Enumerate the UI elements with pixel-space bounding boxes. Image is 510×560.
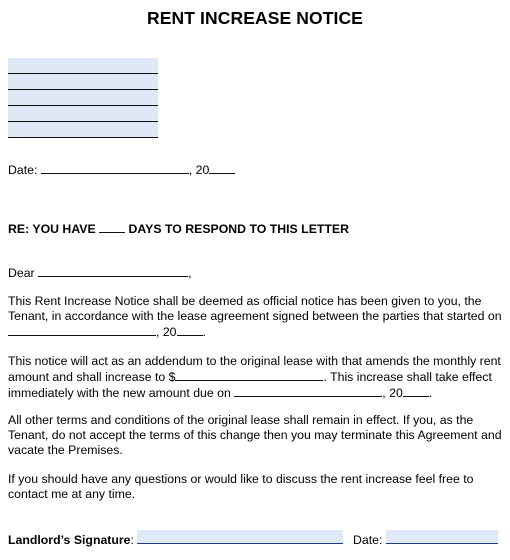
paragraph-3: All other terms and conditions of the original lease shall remain in effect. If you, as the Tenant, do not accept the terms of this change then you may terminate this Agreement and vacate the Premises. [8, 413, 502, 458]
days-field[interactable] [99, 221, 125, 233]
rent-amount-field[interactable] [175, 369, 323, 381]
address-block [8, 58, 158, 138]
document-title: RENT INCREASE NOTICE [147, 8, 363, 28]
signature-date-label: Date: [353, 533, 383, 547]
paragraph-1-text: This Rent Increase Notice shall be deemed as official notice has been given to you, the Tenant, in accordance with the lease agreement signed between the parties that started on [8, 294, 502, 324]
dear-comma: , [188, 266, 192, 280]
signature-date-row [353, 530, 508, 548]
re-line [8, 221, 504, 237]
date-year-prefix: , 20 [188, 163, 210, 177]
dear-label: Dear [8, 266, 35, 280]
lease-start-year-field[interactable] [177, 324, 203, 336]
date-year-field[interactable] [209, 162, 235, 174]
re-prefix: RE: YOU HAVE [8, 222, 96, 236]
paragraph-2 [8, 354, 504, 402]
paragraph-2-year-prefix: , 20 [382, 386, 403, 401]
lease-start-date-field[interactable] [8, 324, 156, 336]
paragraph-1-year-prefix: , 20 [156, 325, 177, 340]
signature-date-field[interactable] [386, 530, 498, 544]
address-field-2[interactable] [8, 74, 158, 90]
address-field-1[interactable] [8, 58, 158, 74]
dear-row [8, 265, 504, 281]
signature-label: Landlord’s Signature [8, 533, 131, 547]
address-field-4[interactable] [8, 106, 158, 122]
tenant-name-field[interactable] [38, 265, 188, 277]
date-label: Date: [8, 163, 38, 177]
date-field[interactable] [41, 162, 189, 174]
landlord-signature-field[interactable] [137, 530, 343, 544]
due-year-field[interactable] [403, 385, 429, 397]
paragraph-2-text-b: . This increase shall take effect immediately with the new amount due on [8, 370, 492, 401]
paragraph-2-text-a: This notice will act as an addendum to the original lease with that amends the monthly rent amount and shall increase to $ [8, 354, 501, 385]
address-field-3[interactable] [8, 90, 158, 106]
paragraph-2-end: . [428, 386, 433, 401]
paragraph-4: If you should have any questions or would like to discuss the rent increase feel free to contact me at any time. [8, 472, 474, 502]
signature-colon: : [130, 533, 134, 547]
paragraph-1 [8, 294, 504, 341]
date-row [8, 162, 504, 178]
paragraph-1-end: . [202, 325, 206, 340]
address-field-5[interactable] [8, 122, 158, 138]
re-suffix: DAYS TO RESPOND TO THIS LETTER [128, 222, 349, 236]
due-date-field[interactable] [234, 385, 382, 397]
